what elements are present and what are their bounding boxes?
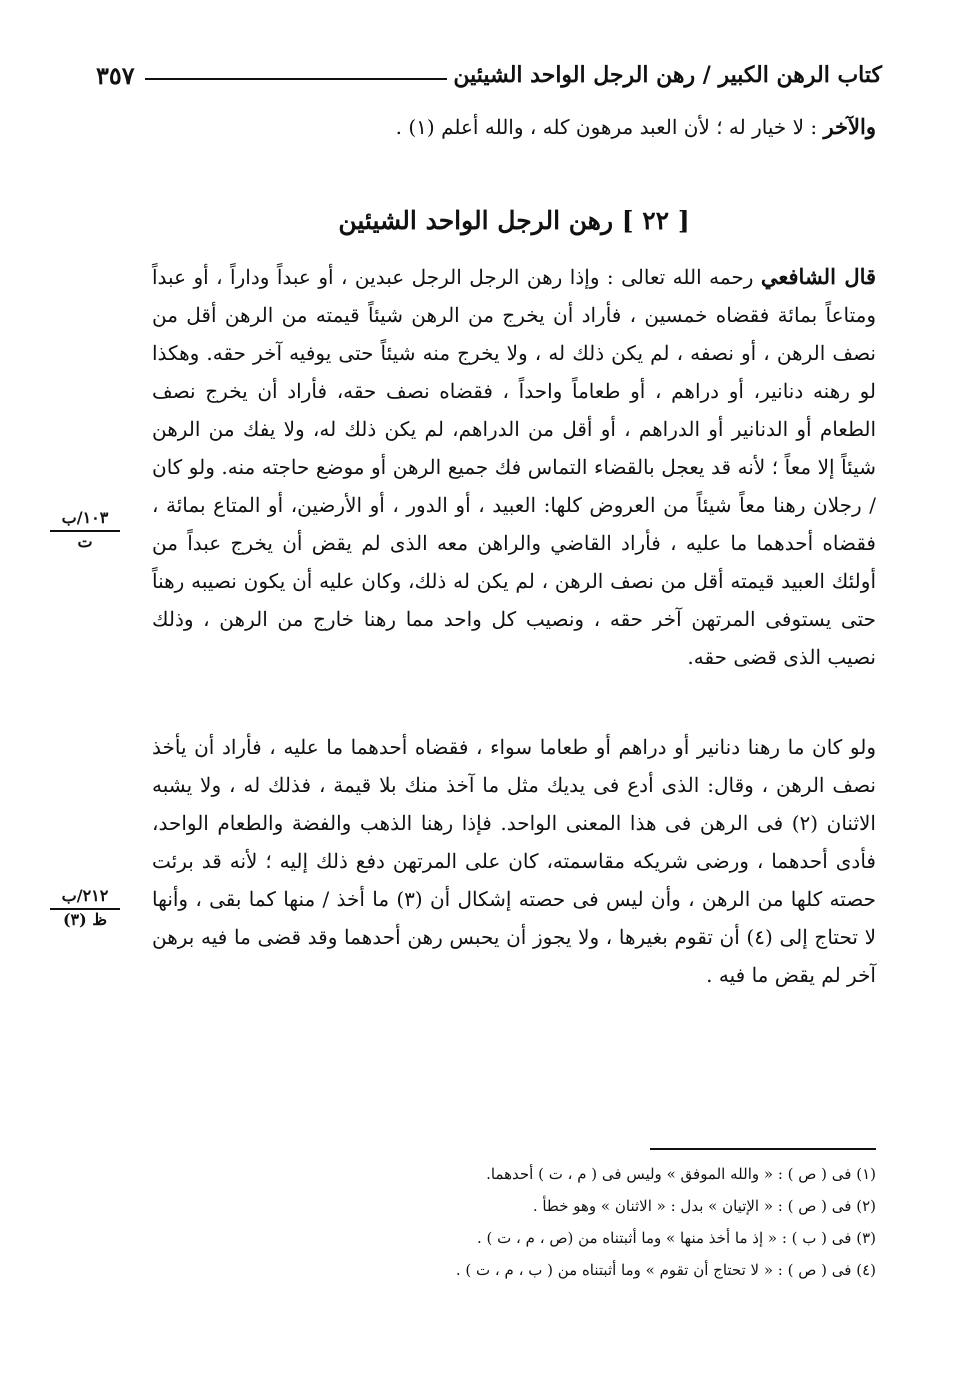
footnotes [152, 1158, 876, 1286]
margin-note-2 [50, 886, 120, 930]
margin-note-2-folio: ٢١٢/ب [50, 886, 120, 910]
lead-label: والآخر [823, 114, 876, 139]
chapter-heading: [ ٢٢ ] رهن الرجل الواحد الشيئين [338, 206, 690, 235]
margin-note-1 [50, 508, 120, 552]
lead-line [152, 108, 876, 146]
header-rule [145, 78, 448, 80]
footnote-3: (٣) فى ( ب ) : « إذ ما أخذ منها » وما أثبتناه من (ص ، م ، ت ) . [477, 1229, 876, 1247]
lead-text: : لا خيار له ؛ لأن العبد مرهون كله ، والله أعلم (١) . [395, 115, 818, 139]
running-header [92, 58, 882, 92]
margin-note-2-siglum: ظ (٣) [62, 910, 108, 929]
footnote-separator [650, 1148, 876, 1150]
footnote-1: (١) فى ( ص ) : « والله الموفق » وليس فى ( م ، ت ) أحدهما. [486, 1165, 876, 1183]
margin-note-1-folio: ١٠٣/ب [50, 508, 120, 532]
speaker-label: قال الشافعي [760, 264, 877, 289]
page-number: ٣٥٧ [96, 60, 135, 90]
footnote-4: (٤) فى ( ص ) : « لا تحتاج أن تقوم » وما أثبتناه من ( ب ، م ، ت ) . [455, 1261, 876, 1279]
paragraph-2 [152, 728, 876, 994]
running-title: كتاب الرهن الكبير / رهن الرجل الواحد الشيئين [453, 62, 882, 88]
margin-note-1-siglum: ت [77, 532, 93, 551]
footnote-2: (٢) فى ( ص ) : « الإتيان » بدل : « الاثنان » وهو خطأ . [532, 1197, 876, 1215]
paragraph-1-text: رحمه الله تعالى : وإذا رهن الرجل الرجل عبدين ، أو عبداً وداراً ، أو عبداً ومتاعاً بمائة فقضاه خمسين ، فأراد أن يخرج من الرهن شيئاً قيمته من الرهن أقل من نصف الرهن ، أو نصفه ، لم يكن ذلك له ، ولا يخرج منه شيئاً حتى يوفيه آخر حقه. وهكذا لو رهنه دنانير، أو دراهم ، أو طعاماً واحداً ، فقضاه نصف حقه، فأراد أن يخرج نصف الطعام أو الدنانير أو الدراهم ، أو أقل من الدراهم، لم يكن ذلك له، ولا يفك من الرهن شيئاً إلا معاً ؛ لأنه قد يعجل بالقضاء التماس فك جميع الرهن أو موضع حاجته منه. ولو كان / رجلان رهنا معاً شيئاً من العروض كلها: العبيد ، أو الدور ، أو الأرضين، أو المتاع بمائة ، فقضاه أحدهما ما عليه ، فأراد القاضي والراهن معه الذى لم يقض أن يخرج عبداً من أولئك العبيد قيمته أقل من نصف الرهن ، لم يكن له ذلك، وكان عليه أن يكون نصيبه رهناً حتى يستوفى المرتهن آخر حقه ، ونصيب كل واحد مما رهنا خارج من الرهن ، وذلك نصيب الذى قضى حقه. [152, 265, 876, 669]
paragraph-2-text: ولو كان ما رهنا دنانير أو دراهم أو طعاما سواء ، فقضاه أحدهما ما عليه ، فأراد أن يأخذ نصف الرهن ، وقال: الذى أدع فى يديك مثل ما آخذ منك بلا قيمة ، فذلك له ، ولا يشبه الاثنان (٢) فى الرهن فى هذا المعنى الواحد. فإذا رهنا الذهب والفضة والطعام الواحد، فأدى أحدهما ، ورضى شريكه مقاسمته، كان على المرتهن دفع ذلك إليه ؛ لأنه قد برئت حصته كلها من الرهن ، وأن ليس فى حصته إشكال أن (٣) ما أخذ / منها كما بقى ، وأنها لا تحتاج إلى (٤) أن تقوم بغيرها ، ولا يجوز أن يحبس رهن أحدهما وقد قضى ما فيه برهن آخر لم يقض ما فيه . [152, 735, 877, 987]
paragraph-1 [152, 258, 876, 676]
